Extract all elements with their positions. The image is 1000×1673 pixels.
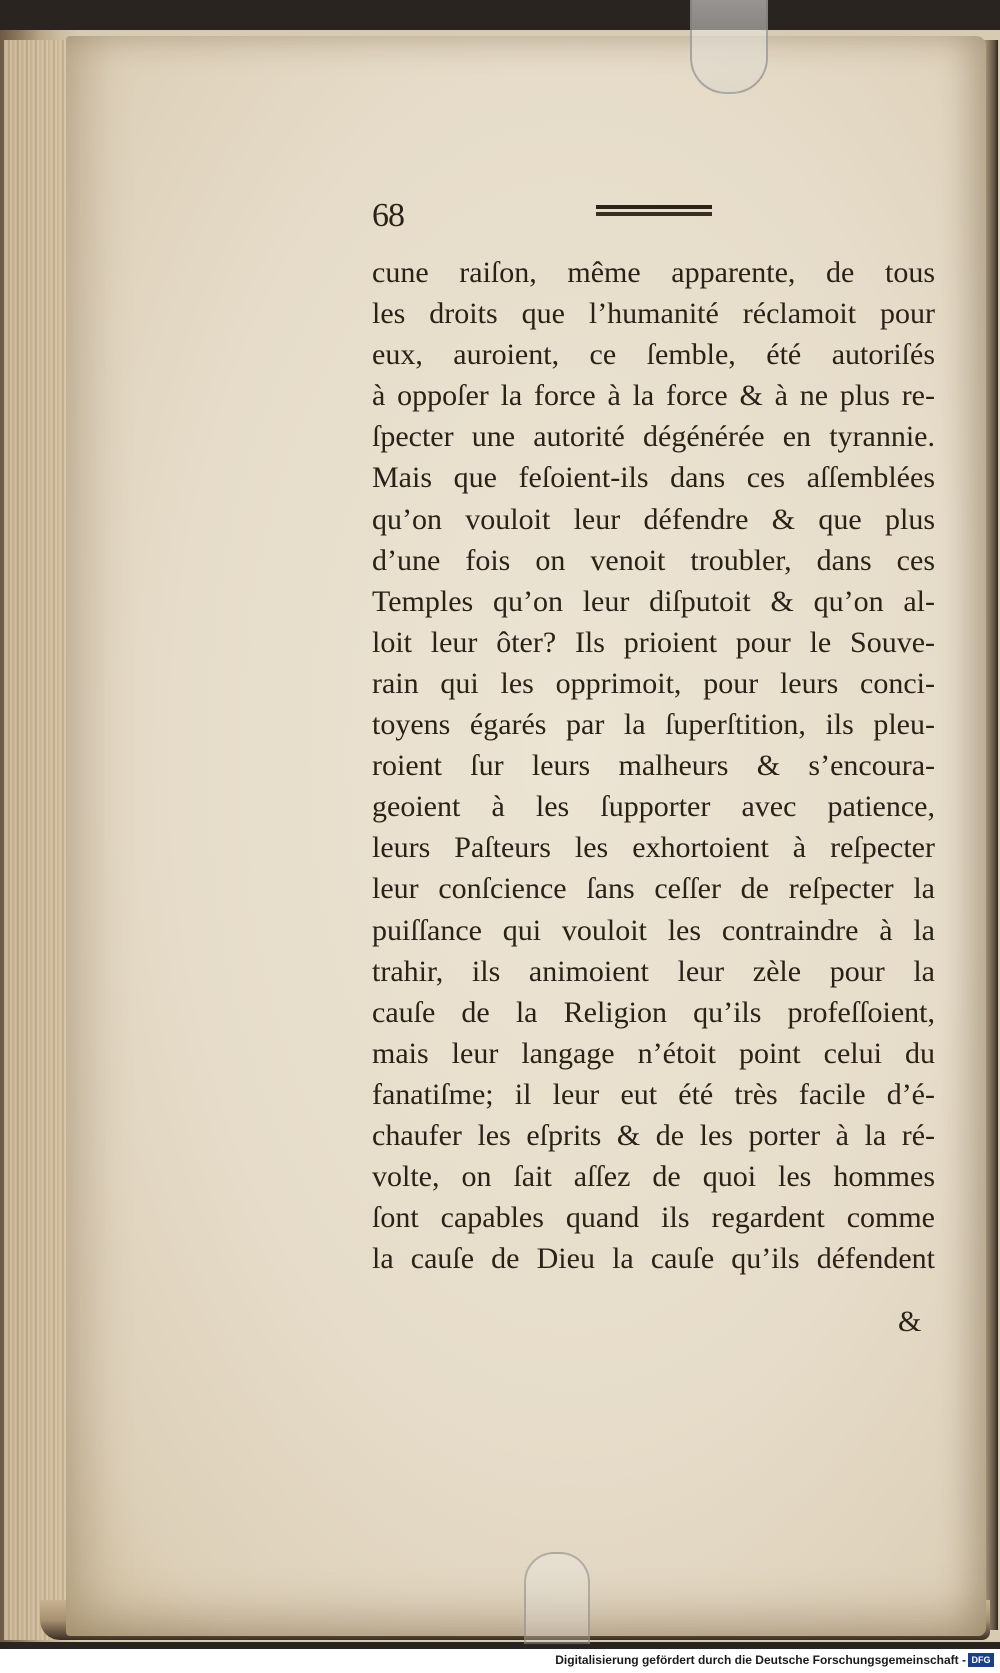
text-line: trahir, ils animoient leur zèle pour la — [372, 954, 935, 988]
text-line: leurs Paſteurs les exhortoient à reſpecter — [372, 831, 935, 865]
text-line: fanatiſme; il leur eut été très facile d’é- — [372, 1077, 935, 1111]
text-line: d’une fois on venoit troubler, dans ces — [372, 543, 935, 577]
text-line: toyens égarés par la ſuperſtition, ils pleu- — [372, 708, 935, 742]
text-line: eux, auroient, ce ſemble, été autoriſés — [372, 338, 935, 372]
text-line: Temples qu’on leur diſputoit & qu’on al- — [372, 584, 935, 618]
text-line: Mais que feſoient-ils dans ces aſſemblées — [372, 461, 935, 495]
text-line: qu’on vouloit leur défendre & que plus — [372, 502, 935, 536]
top-clip — [690, 0, 768, 94]
page-edges — [4, 40, 74, 1640]
text-line: ſpecter une autorité dégénérée en tyrannie. — [372, 420, 935, 454]
text-line: cune raiſon, même apparente, de tous — [372, 256, 935, 289]
text-line: volte, on ſait aſſez de quoi les hommes — [372, 1160, 935, 1194]
body-text — [372, 252, 935, 1279]
text-line: cauſe de la Religion qu’ils profeſſoient, — [372, 995, 935, 1029]
text-line: ſont capables quand ils regardent comme — [372, 1201, 935, 1235]
text-line: chaufer les eſprits & de les porter à la ré- — [372, 1118, 935, 1152]
text-line: leur conſcience ſans ceſſer de reſpecter la — [372, 872, 935, 906]
text-line: mais leur langage n’étoit point celui du — [372, 1036, 935, 1070]
text-line: rain qui les opprimoit, pour leurs conci- — [372, 666, 935, 700]
text-line: puiſſance qui vouloit les contraindre à la — [372, 913, 935, 947]
header-rule — [596, 205, 712, 219]
bottom-clip — [524, 1552, 590, 1644]
text-line: geoient à les ſupporter avec patience, — [372, 790, 935, 824]
catchword: & — [898, 1305, 922, 1338]
text-line: les droits que l’humanité réclamoit pour — [372, 297, 935, 331]
text-line: roient ſur leurs malheurs & s’encoura- — [372, 749, 935, 783]
dfg-logo-icon: DFG — [968, 1653, 994, 1667]
footer-credit: Digitalisierung gefördert durch die Deutsche Forschungsgemeinschaft - — [555, 1653, 966, 1667]
text-line: à oppoſer la force à la force & à ne plus re- — [372, 379, 935, 413]
text-line: loit leur ôter? Ils prioient pour le Souve- — [372, 625, 935, 659]
text-line: la cauſe de Dieu la cauſe qu’ils défendent — [372, 1242, 935, 1276]
page-number: 68 — [372, 197, 404, 234]
